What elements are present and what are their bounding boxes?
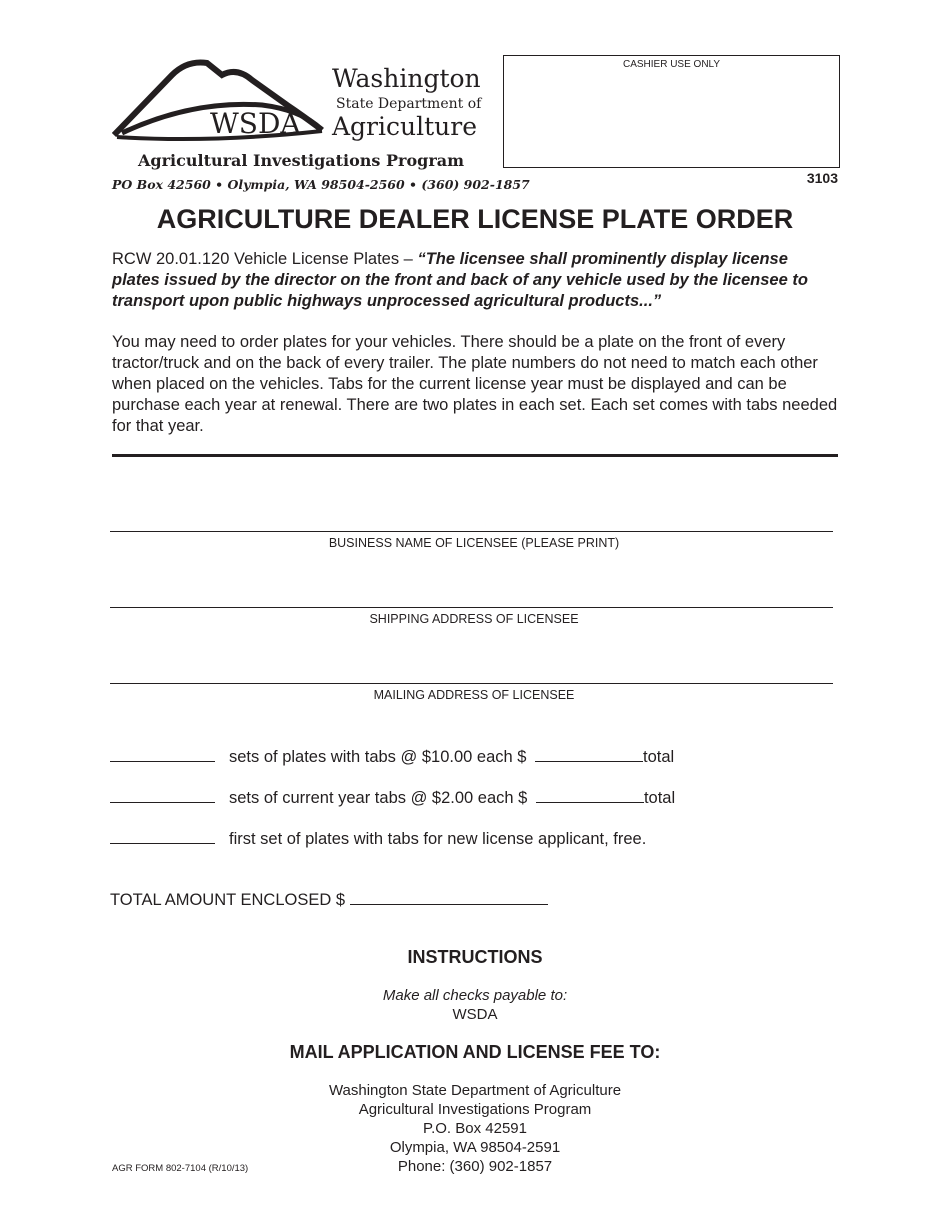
form-id: AGR FORM 802-7104 (R/10/13) <box>112 1163 249 1174</box>
wsda-logo <box>112 55 327 145</box>
shipping-address-caption: SHIPPING ADDRESS OF LICENSEE <box>369 612 579 626</box>
shipping-address-field[interactable] <box>110 607 833 608</box>
cashier-label: CASHIER USE ONLY <box>622 59 721 70</box>
rcw-paragraph <box>112 249 840 312</box>
divider <box>112 454 838 457</box>
tabs-quantity-field[interactable] <box>110 786 215 803</box>
address-line: Olympia, WA 98504-2591 <box>389 1139 561 1156</box>
address-line: Washington State Department of Agriculture <box>328 1082 622 1099</box>
form-code: 3103 <box>806 170 838 186</box>
total-label: TOTAL AMOUNT ENCLOSED $ <box>110 891 346 909</box>
order-row-text: sets of plates with tabs @ $10.00 each $ <box>229 748 527 766</box>
payable-label: Make all checks payable to: <box>382 987 568 1004</box>
logo-text: WSDA <box>210 107 301 140</box>
order-row-plates <box>110 745 674 767</box>
free-quantity-field[interactable] <box>110 827 215 844</box>
tabs-total-field[interactable] <box>536 786 644 803</box>
cashier-box <box>503 55 840 168</box>
intro-paragraph: You may need to order plates for your vehicles. There should be a plate on the front of every tractor/truck and on the back of every trailer. The plate numbers do not need to match each other when placed on the vehicles. Tabs for the current license year must be displayed and can be purchase each year at renewal. There are two plates in each set. Each set comes with tabs needed for that year. <box>112 333 838 435</box>
order-row-suffix: total <box>643 789 676 807</box>
address-line: Phone: (360) 902-1857 <box>397 1158 553 1175</box>
instructions-heading: INSTRUCTIONS <box>407 947 543 967</box>
business-name-caption: BUSINESS NAME OF LICENSEE (PLEASE PRINT) <box>328 536 620 550</box>
payee: WSDA <box>452 1006 498 1023</box>
business-name-field[interactable] <box>110 531 833 532</box>
plates-total-field[interactable] <box>535 745 643 762</box>
dept-line1: Washington <box>332 64 481 93</box>
order-row-tabs <box>110 786 675 808</box>
mail-address <box>0 1081 950 1176</box>
rcw-citation: RCW 20.01.120 Vehicle License Plates – <box>112 250 418 268</box>
rcw-quote: “The licensee shall prominently display license plates issued by the director on the front and back of any vehicle used by the licensee to transport upon public highways unprocessed agricultural products...” <box>112 250 808 310</box>
order-row-text: first set of plates with tabs for new license applicant, free. <box>229 830 647 848</box>
address-line: P.O. Box 42591 <box>423 1120 527 1137</box>
order-row-free <box>110 827 646 849</box>
page-title: AGRICULTURE DEALER LICENSE PLATE ORDER <box>156 204 794 234</box>
address-line: Agricultural Investigations Program <box>358 1101 592 1118</box>
dept-line3: Agriculture <box>332 112 477 141</box>
plates-quantity-field[interactable] <box>110 745 215 762</box>
mail-heading: MAIL APPLICATION AND LICENSE FEE TO: <box>289 1042 661 1062</box>
mailing-address-field[interactable] <box>110 683 833 684</box>
program-name: Agricultural Investigations Program <box>138 151 465 170</box>
contact-line: PO Box 42560 • Olympia, WA 98504-2560 • (360) 902-1857 <box>112 177 530 192</box>
dept-line2: State Department of <box>336 96 482 112</box>
mailing-address-caption: MAILING ADDRESS OF LICENSEE <box>373 688 575 702</box>
total-amount-field[interactable] <box>350 888 548 905</box>
order-row-text: sets of current year tabs @ $2.00 each $ <box>229 789 528 807</box>
order-row-suffix: total <box>643 748 675 766</box>
total-row <box>110 888 548 910</box>
